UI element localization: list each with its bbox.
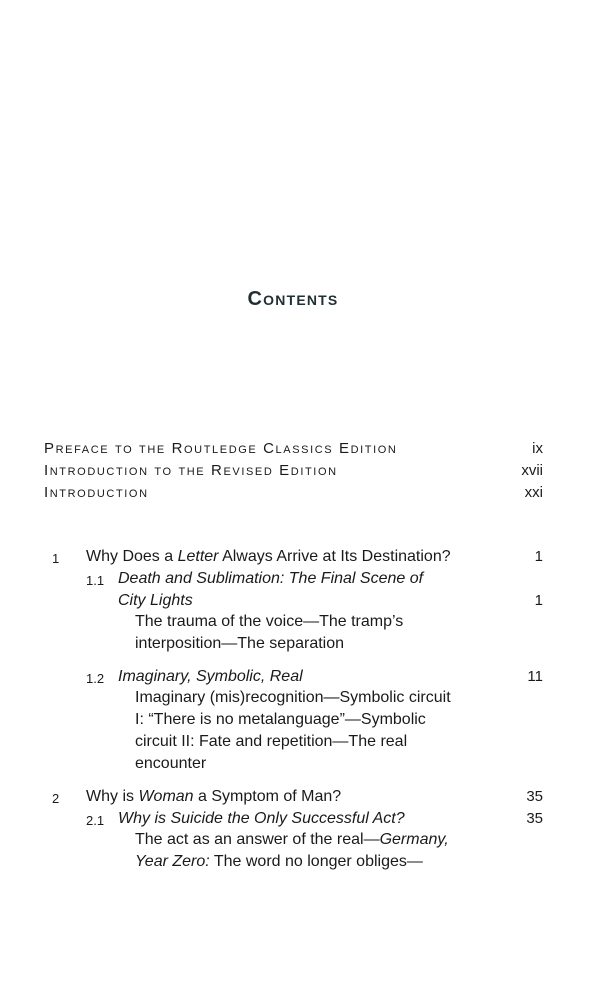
section-description: circuit II: Fate and repetition—The real bbox=[135, 733, 408, 750]
page-title: Contents bbox=[247, 288, 339, 310]
chapter-title: Why Does a Letter Always Arrive at Its Destination? bbox=[86, 548, 451, 565]
chapter-page: 35 bbox=[526, 788, 543, 805]
section-title: Why is Suicide the Only Successful Act? bbox=[118, 810, 405, 827]
section-title-cont: City Lights bbox=[118, 592, 193, 609]
toc-front-intro-revised: Introduction to the Revised Edition bbox=[44, 462, 338, 479]
section-description: encounter bbox=[135, 755, 207, 772]
section-number: 1.2 bbox=[86, 671, 105, 686]
section-description: Imaginary (mis)recognition—Symbolic circuit bbox=[135, 689, 451, 706]
toc-front-preface-page: ix bbox=[532, 440, 543, 457]
section-description: interposition—The separation bbox=[135, 635, 345, 652]
section-page: 35 bbox=[526, 810, 543, 827]
section-description: I: “There is no metalanguage”—Symbolic bbox=[135, 711, 426, 728]
section-description: The act as an answer of the real—Germany, bbox=[135, 831, 449, 848]
section-page: 11 bbox=[527, 668, 543, 685]
chapter-title: Why is Woman a Symptom of Man? bbox=[86, 788, 342, 805]
chapter-number: 1 bbox=[52, 551, 60, 566]
toc-front-intro-page: xxi bbox=[524, 484, 543, 501]
section-number: 1.1 bbox=[86, 573, 105, 588]
section-title: Imaginary, Symbolic, Real bbox=[118, 668, 303, 685]
toc-front-intro-revised-page: xvii bbox=[521, 462, 543, 479]
toc-front-preface: Preface to the Routledge Classics Edition bbox=[44, 440, 398, 457]
chapter-page: 1 bbox=[534, 548, 543, 565]
section-title: Death and Sublimation: The Final Scene of bbox=[118, 570, 424, 587]
section-description: The trauma of the voice—The tramp’s bbox=[135, 613, 404, 630]
section-number: 2.1 bbox=[86, 813, 105, 828]
chapter-number: 2 bbox=[52, 791, 60, 806]
section-page: 1 bbox=[534, 592, 543, 609]
toc-front-intro: Introduction bbox=[44, 484, 149, 501]
section-description: Year Zero: The word no longer obliges— bbox=[135, 853, 423, 870]
